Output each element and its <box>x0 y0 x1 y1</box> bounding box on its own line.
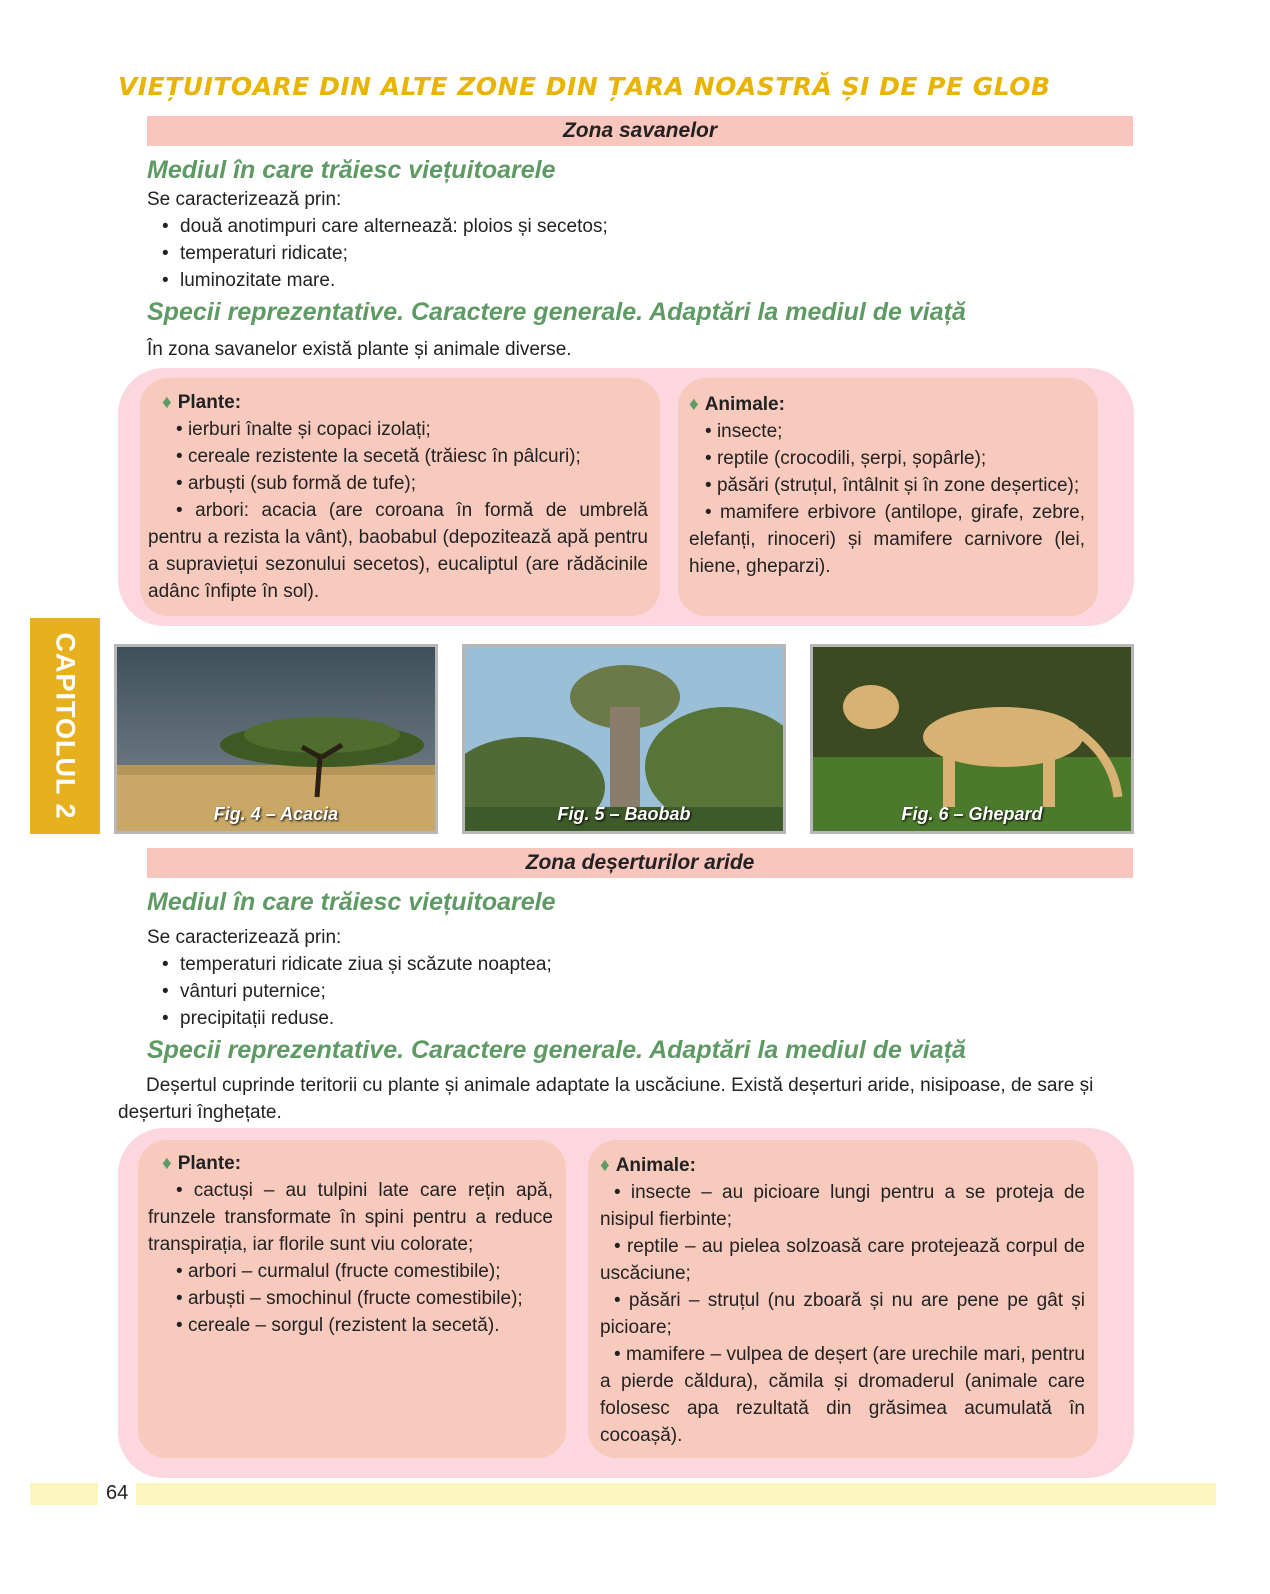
zone-desert-bar: Zona deșerturilor aride <box>147 848 1133 878</box>
figure-ghepard <box>810 644 1134 834</box>
diamond-bullet-icon: ♦ <box>600 1155 610 1176</box>
figure-caption: Fig. 4 – Acacia <box>213 804 339 824</box>
savana-species-intro: În zona savanelor există plante și animale diverse. <box>147 339 572 360</box>
savana-env-intro: Se caracterizează prin: <box>147 189 342 210</box>
footer-bar <box>30 1483 1216 1505</box>
diamond-bullet-icon: ♦ <box>162 1153 172 1174</box>
desert-animals-text: ♦ Animale: • insecte – au picioare lungi pentru a se proteja de nisipul fierbinte; • reptile – au pielea solzoasă care protejează corpul de uscăciune; • păsări – struțul (nu zboară și nu are pene pe gât și picioare; • mamifere – vulpea de deșert (are urechile mari, pentru a pierde căldura), cămila și dromaderul (animale care folosesc apa rezultată din grăsimea acumulată în cocoașă). <box>600 1155 1086 1446</box>
desert-env-item: • vânturi puternice; <box>162 981 326 1002</box>
savana-env-item: • luminozitate mare. <box>162 270 336 291</box>
page-header-title: VIEȚUITOARE DIN ALTE ZONE DIN ȚARA NOASTRĂ ȘI DE PE GLOB <box>118 72 1051 101</box>
savana-plants-text: ♦ Plante: • ierburi înalte și copaci izolați; • cereale rezistente la secetă (trăiesc în pâlcuri); • arbuști (sub formă de tufe); • arbori: acacia (are coroana în formă de umbrelă pentru a rezista la vânt), baobabul (depozitează apă pentru a supraviețui sezonului secetos), eucaliptul (are rădăcinile adânc înfipte în sol). <box>148 392 649 602</box>
figure-caption: Fig. 6 – Ghepard <box>901 804 1043 824</box>
chapter-label: CAPITOLUL 2 <box>50 632 81 820</box>
desert-env-intro: Se caracterizează prin: <box>147 927 342 948</box>
savana-env-heading: Mediul în care trăiesc viețuitoarele <box>147 156 556 184</box>
desert-species-intro: Deșertul cuprinde teritorii cu plante și animale adaptate la uscăciune. Există deșerturi aride, nisipoase, de sare și deșerturi înghețate. <box>118 1075 1094 1123</box>
savana-animals-text: ♦ Animale: • insecte; • reptile (crocodili, șerpi, șopârle); • păsări (struțul, întâlnit și în zone deșertice); • mamifere erbivore (antilope, girafe, zebre, elefanți, rinoceri) și mamifere carnivore (lei, hiene, gheparzi). <box>689 394 1085 577</box>
diamond-bullet-icon: ♦ <box>689 394 699 415</box>
chapter-side-tab <box>30 618 100 834</box>
desert-env-item: • temperaturi ridicate ziua și scăzute noaptea; <box>162 954 552 975</box>
savana-env-item: • două anotimpuri care alternează: ploios și secetos; <box>162 216 608 237</box>
figure-acacia <box>114 644 438 834</box>
savana-env-item: • temperaturi ridicate; <box>162 243 348 264</box>
desert-species-heading: Specii reprezentative. Caractere generale. Adaptări la mediul de viață <box>147 1036 966 1064</box>
savana-species-heading: Specii reprezentative. Caractere generale. Adaptări la mediul de viață <box>147 298 966 326</box>
desert-env-item: • precipitații reduse. <box>162 1008 335 1029</box>
figure-baobab <box>462 644 786 834</box>
zone-savana-bar: Zona savanelor <box>147 116 1133 146</box>
diamond-bullet-icon: ♦ <box>162 392 172 413</box>
figure-caption: Fig. 5 – Baobab <box>557 804 691 824</box>
desert-env-heading: Mediul în care trăiesc viețuitoarele <box>147 888 556 916</box>
page-number: 64 <box>98 1480 136 1506</box>
desert-plants-text: ♦ Plante: • cactuși – au tulpini late care rețin apă, frunzele transformate în spini pentru a reduce transpirația, iar florile sunt viu colorate; • arbori – curmalul (fructe comestibile); • arbuști – smochinul (fructe comestibile); • cereale – sorgul (rezistent la secetă). <box>148 1153 553 1336</box>
